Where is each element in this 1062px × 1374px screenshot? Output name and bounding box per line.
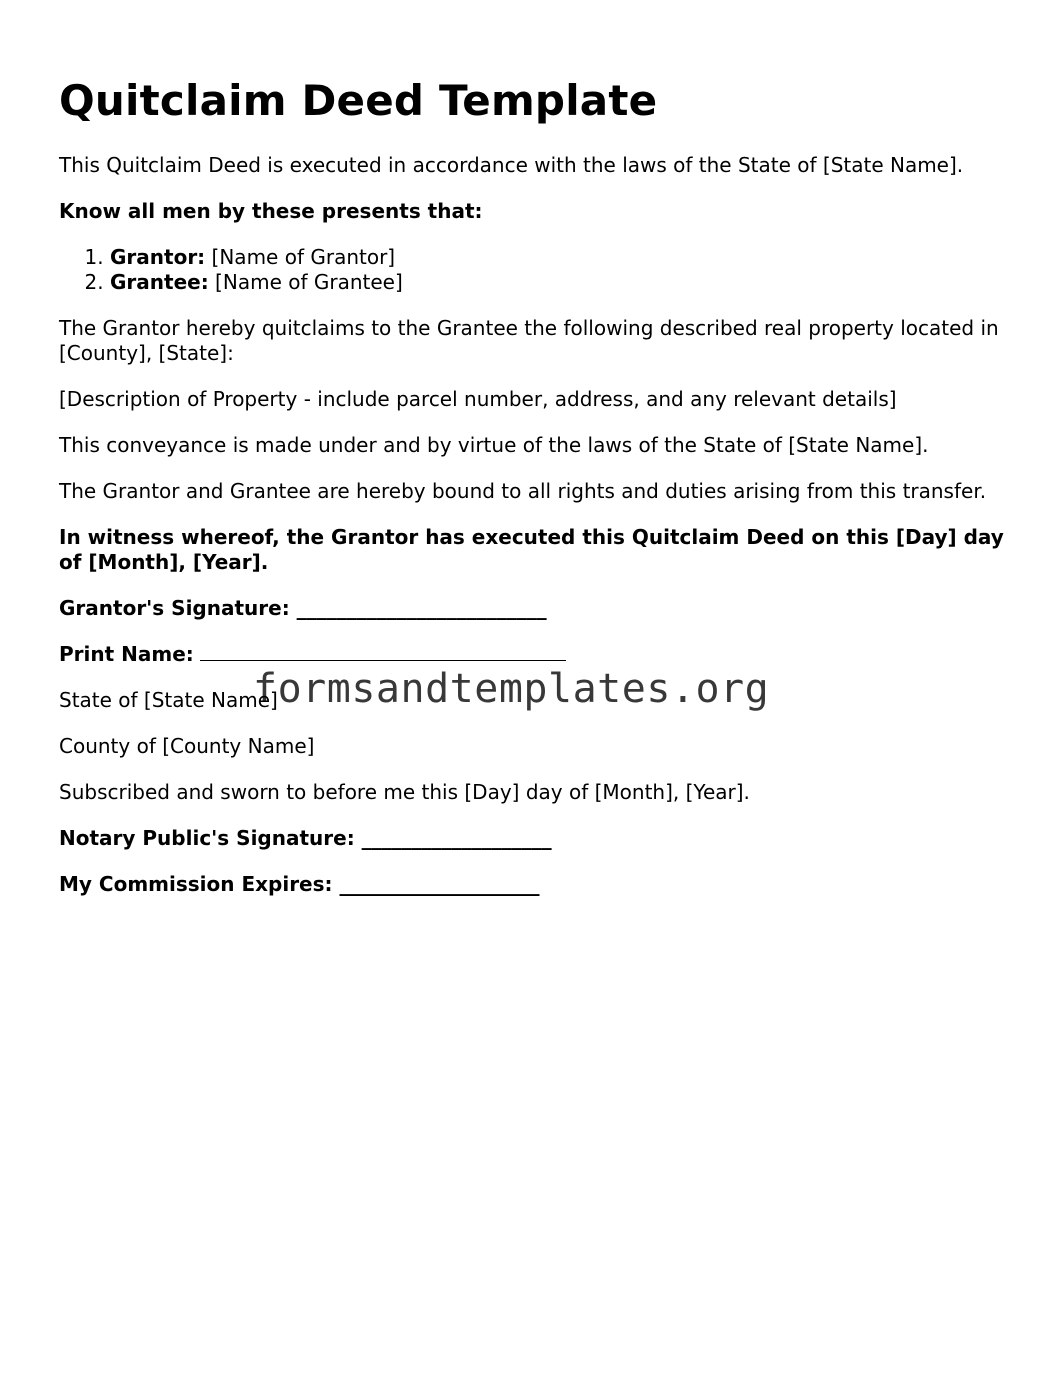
commission-expires-line: My Commission Expires: ____________________: [59, 872, 540, 896]
conveyance-paragraph: This conveyance is made under and by virtue of the laws of the State of [State Name].: [59, 433, 929, 457]
parties-list: [59, 245, 1009, 295]
quitclaim-paragraph: The Grantor hereby quitclaims to the Grantee the following described real property located in [County], [State]:: [59, 316, 999, 365]
document-page: [59, 0, 1009, 897]
grantor-signature-line: Grantor's Signature: _________________________: [59, 596, 547, 620]
witness-paragraph: In witness whereof, the Grantor has executed this Quitclaim Deed on this [Day] day of [Month], [Year].: [59, 525, 1004, 574]
print-name-label: Print Name:: [59, 642, 194, 666]
watermark-text: formsandtemplates.org: [253, 666, 770, 712]
county-of-line: County of [County Name]: [59, 734, 315, 758]
print-name-line: [59, 642, 1009, 667]
subscribed-paragraph: Subscribed and sworn to before me this [Day] day of [Month], [Year].: [59, 780, 750, 804]
party-grantor: [110, 245, 1009, 270]
grantee-value: [Name of Grantee]: [208, 270, 403, 294]
grantor-label: Grantor:: [110, 245, 206, 269]
state-of-line: State of [State Name]: [59, 688, 278, 712]
grantor-value: [Name of Grantor]: [205, 245, 396, 269]
grantee-label: Grantee:: [110, 270, 209, 294]
bound-paragraph: The Grantor and Grantee are hereby bound to all rights and duties arising from this transfer.: [59, 479, 987, 503]
notary-signature-line: Notary Public's Signature: ___________________: [59, 826, 552, 850]
party-grantee: [110, 270, 1009, 295]
property-description: [Description of Property - include parcel number, address, and any relevant details]: [59, 387, 897, 411]
intro-paragraph: This Quitclaim Deed is executed in accordance with the laws of the State of [State Name].: [59, 153, 964, 177]
print-name-blank: [200, 650, 566, 661]
know-all-heading: Know all men by these presents that:: [59, 199, 483, 223]
document-title: Quitclaim Deed Template: [59, 76, 658, 125]
